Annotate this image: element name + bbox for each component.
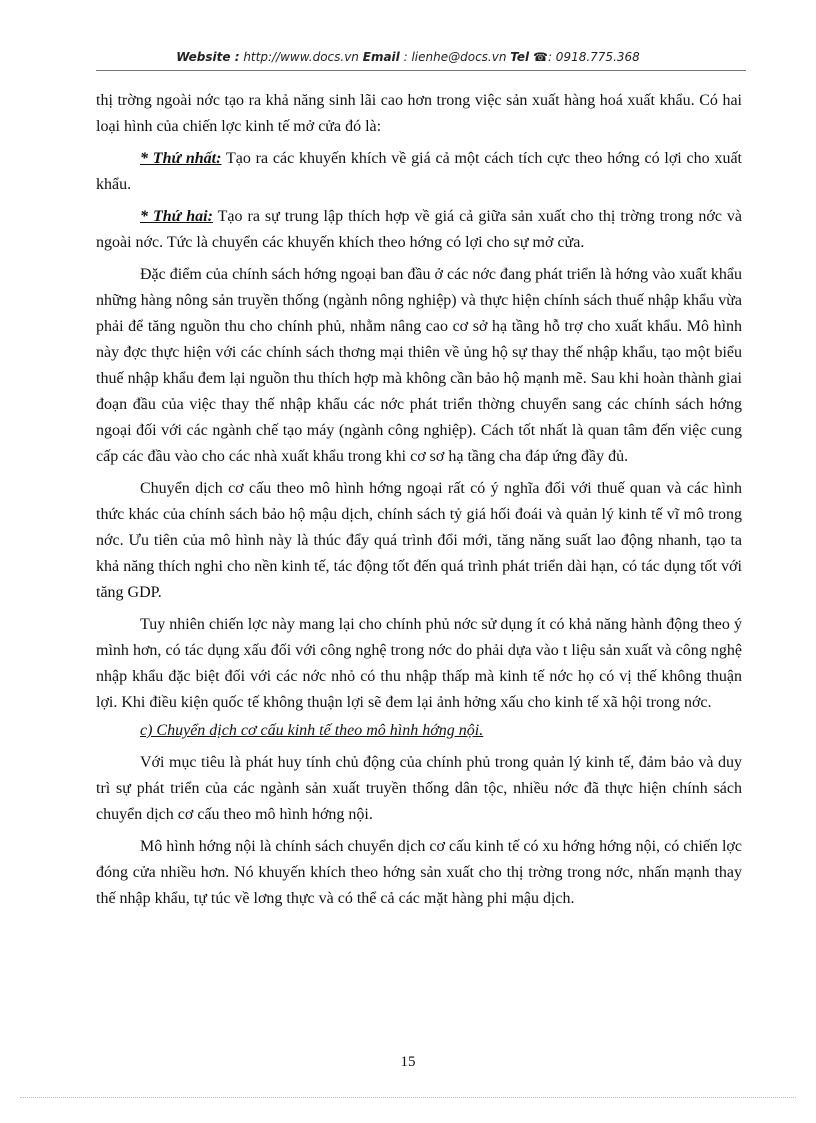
- tel-label: Tel: [510, 50, 530, 64]
- footer-divider: [20, 1097, 796, 1098]
- paragraph-second-type: [96, 204, 742, 256]
- second-type-label: * Thứ hai:: [140, 208, 213, 225]
- first-type-label: * Thứ nhất:: [140, 150, 222, 167]
- paragraph-8: Mô hình hớng nội là chính sách chuyển dịch cơ cấu kinh tế có xu hớng hớng nội, có chiến lợc đóng cửa nhiều hơn. Nó khuyến khích theo hớng sản xuất cho thị trờng trong nớc, nhấn mạnh thay thế nhập khẩu, tự túc về lơng thực và có thể cả các mặt hàng phi mậu dịch.: [96, 838, 742, 907]
- paragraph-first-type: [96, 146, 742, 198]
- section-heading-c-text: c) Chuyển dịch cơ cấu kinh tế theo mô hình hớng nội.: [140, 722, 484, 739]
- paragraph-5: Chuyển dịch cơ cấu theo mô hình hớng ngoại rất có ý nghĩa đối với thuế quan và các hình thức khác của chính sách bảo hộ mậu dịch, chính sách tỷ giá hối đoái và quản lý kinh tế vĩ mô trong nớc. Ưu tiên của mô hình này là thúc đẩy quá trình đổi mới, tăng năng suất lao động nhanh, tạo ta khả năng thích nghi cho nền kinh tế, tác động tốt đến quá trình phát triển dài hạn, có tác dụng tốt với tăng GDP.: [96, 480, 742, 601]
- paragraph-7: Với mục tiêu là phát huy tính chủ động của chính phủ trong quản lý kinh tế, đảm bảo và duy trì sự phát triển của các ngành sản xuất truyền thống dân tộc, nhiều nớc đã thực hiện chính sách chuyển dịch cơ cấu theo mô hình hớng nội.: [96, 754, 742, 823]
- header-divider: [96, 70, 746, 71]
- page-header: [0, 50, 816, 64]
- email-value: : lienhe@docs.vn: [403, 50, 507, 64]
- second-type-text: Tạo ra sự trung lập thích hợp về giá cả giữa sản xuất cho thị trờng trong nớc và ngoài nớc. Tức là chuyển các khuyến khích theo hớng có lợi cho sự mở cửa.: [96, 208, 743, 251]
- paragraph-1: thị trờng ngoài nớc tạo ra khả năng sinh lãi cao hơn trong việc sản xuất hàng hoá xuất khẩu. Có hai loại hình của chiến lợc kinh tế mở cửa đó là:: [96, 92, 742, 135]
- phone-icon: ☎: [533, 50, 548, 64]
- page-number: 15: [400, 1054, 416, 1070]
- document-body: [96, 88, 742, 918]
- section-heading-c: [96, 718, 742, 744]
- paragraph-6: Tuy nhiên chiến lợc này mang lại cho chính phủ nớc sử dụng ít có khả năng hành động theo ý mình hơn, có tác dụng xấu đối với công nghệ trong nớc do phải dựa vào t liệu sản xuất và công nghệ nhập khẩu đặc biệt đối với các nớc nhỏ có thu nhập thấp mà kinh tế nớc họ có vị thế không thuận lợi. Khi điều kiện quốc tế không thuận lợi sẽ đem lại ảnh hởng xấu cho kinh tế xã hội trong nớc.: [96, 616, 742, 711]
- website-value: http://www.docs.vn: [243, 50, 359, 64]
- paragraph-4: Đặc điểm của chính sách hớng ngoại ban đầu ở các nớc đang phát triển là hớng vào xuất khẩu những hàng nông sản truyền thống (ngành nông nghiệp) và thực hiện chính sách thuế nhập khẩu vừa phải để tăng nguồn thu cho chính phủ, nhằm nâng cao cơ sở hạ tầng hỗ trợ cho xuất khẩu. Mô hình này đợc thực hiện với các chính sách thơng mại thiên về ủng hộ sự thay thế nhập khẩu, tạo một biểu thuế nhập khẩu đem lại nguồn thu thích hợp mà không cần bảo hộ mạnh mẽ. Sau khi hoàn thành giai đoạn đầu của việc thay thế nhập khẩu các nớc phát triển thờng chuyển sang các chính sách hớng ngoại đối với các ngành chế tạo máy (ngành công nghiệp). Cách tốt nhất là quan tâm đến việc cung cấp các đầu vào cho các nhà xuất khẩu trong khi cơ sơ hạ tầng cha đáp ứng đầy đủ.: [96, 266, 742, 465]
- website-label: Website :: [176, 50, 240, 64]
- first-type-text: Tạo ra các khuyến khích về giá cả một cách tích cực theo hớng có lợi cho xuất khẩu.: [96, 150, 742, 193]
- email-label: Email: [362, 50, 400, 64]
- tel-value: : 0918.775.368: [547, 50, 640, 64]
